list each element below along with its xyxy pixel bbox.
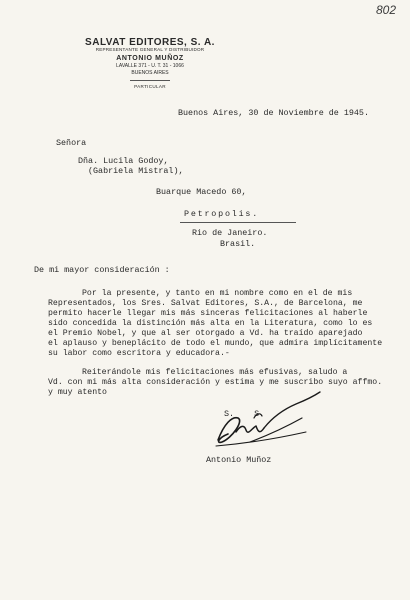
date-line: Buenos Aires, 30 de Noviembre de 1945.: [178, 108, 369, 118]
signer-name: Antonio Muñoz: [206, 455, 272, 465]
letterhead-name: ANTONIO MUÑOZ: [116, 55, 184, 62]
letterhead-city: BUENOS AIRES: [131, 70, 169, 76]
recipient-city-underline: [180, 222, 296, 223]
paragraph2-line: Vd. con mi más alta consideración y estima y me suscribo suyo affmo.: [48, 378, 383, 387]
paragraph1-line: Por la presente, y tanto en mi nombre como en el de mis: [82, 289, 353, 298]
recipient-alias: (Gabriela Mistral),: [88, 166, 184, 176]
paragraph1-line: el aplauso y beneplácito de todo el mundo, que admira implícitamente: [48, 339, 383, 348]
paragraph1-line: permito hacerle llegar mis más sinceras felicitaciones al haberle: [48, 309, 368, 318]
letterhead-department: PARTICULAR: [134, 84, 166, 89]
letterhead-address: LAVALLE 371 - U. T. 31 - 1066: [116, 63, 184, 69]
paragraph1-line: el Premio Nobel, y que al ser otorgado a Vd. ha traído aparejado: [48, 329, 363, 338]
greeting: De mi mayor consideración :: [34, 265, 170, 275]
recipient-street: Buarque Macedo 60,: [156, 187, 247, 197]
handwritten-signature: [210, 388, 328, 450]
letterhead-role: REPRESENTANTE GENERAL Y DISTRIBUIDOR: [95, 47, 205, 52]
archive-number: 802: [375, 3, 396, 17]
paragraph1-line: su labor como escritora y educadora.-: [48, 349, 230, 358]
letterhead-company: SALVAT EDITORES, S. A.: [85, 37, 215, 48]
paragraph2-line: y muy atento: [48, 388, 107, 397]
letterhead-divider: [130, 80, 170, 81]
paragraph2-line: Reiterándole mis felicitaciones más efusivas, saludo a: [82, 368, 348, 377]
paragraph1-line: sido concedida la distinción más alta en la Literatura, como lo es: [48, 319, 373, 328]
paragraph1-line: Representados, los Sres. Salvat Editores, S.A., de Barcelona, me: [48, 299, 363, 308]
ss-mark: S. S.: [224, 409, 265, 419]
recipient-country: Brasil.: [220, 239, 256, 249]
recipient-name: Dña. Lucila Godoy,: [78, 156, 169, 166]
recipient-state: Rio de Janeiro.: [192, 228, 268, 238]
recipient-salutation-title: Señora: [56, 138, 87, 148]
recipient-city: Petropolis.: [184, 209, 260, 219]
